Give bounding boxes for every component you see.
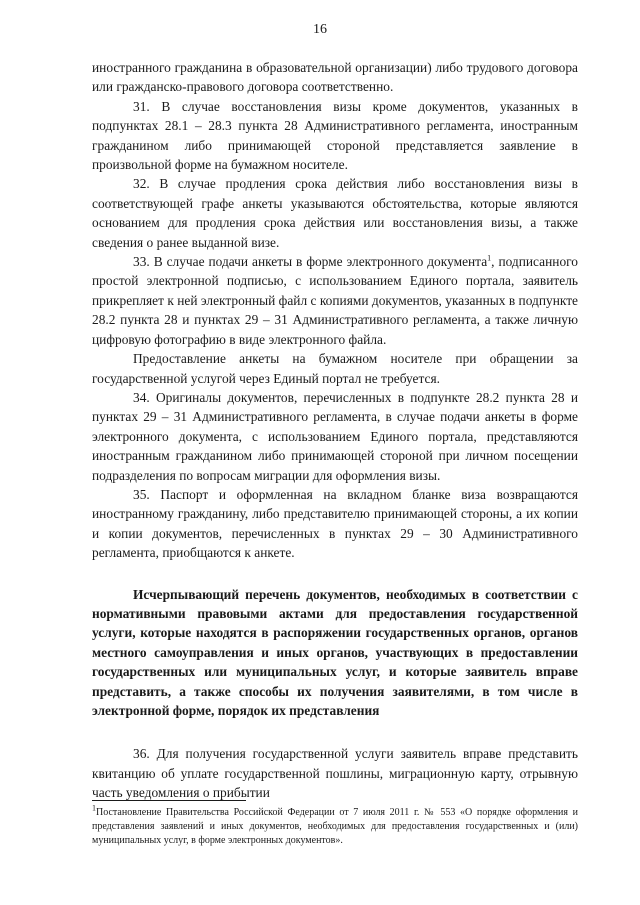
paragraph-33-start: 33. В случае подачи анкеты в форме электронного документа <box>133 254 488 270</box>
section-heading: Исчерпывающий перечень документов, необходимых в соответствии с нормативными правовыми актами для предоставления государственной услуги, которые находятся в распоряжении государственных органов, органов местного самоуправления и иных органов, участвующих в предоставлении государственных или муниципальных услуг, и которые заявитель вправе представить, а также способы их получения заявителями, в том числе в электронной форме, порядок их представления <box>92 586 578 718</box>
paragraph-32: 32. В случае продления срока действия либо восстановления визы в соответствующей графе анкеты указываются обстоятельства, которые являются основанием для продления срока действия или восстановления визы, а также сведения о ранее выданной визе. <box>92 176 578 250</box>
document-body <box>92 58 578 803</box>
paragraph-33-end: , подписанного простой электронной подписью, с использованием Единого портала, заявитель прикрепляет к ней электронный файл с копиями документов, указанных в подпункте 28.2 пункта 28 и пунктах 29 – 31 Административного регламента, а также личную цифровую фотографию в виде электронного файла. <box>92 254 578 347</box>
paragraph-35: 35. Паспорт и оформленная на вкладном бланке виза возвращаются иностранному гражданину, либо представителю принимающей стороны, а их копии и копии документов, перечисленных в пунктах 29 – 30 Административного регламента, приобщаются к анкете. <box>92 486 578 561</box>
paragraph-33-note: Предоставление анкеты на бумажном носителе при обращении за государственной услугой через Единый портал не требуется. <box>92 351 578 386</box>
page-number: 16 <box>313 22 327 37</box>
paragraph-36: 36. Для получения государственной услуги заявитель вправе представить квитанцию об уплате государственной пошлины, миграционную карту, отрывную часть уведомления о прибытии <box>92 746 578 801</box>
footnote-body: Постановление Правительства Российской Федерации от 7 июля 2011 г. № 553 «О порядке оформления и представления заявлений и иных документов, необходимых для предоставления государственных и (или) муниципальных услуг, в форме электронных документов». <box>92 807 578 846</box>
footnote-text <box>92 803 578 847</box>
footnote-reference: 1 <box>487 253 492 263</box>
paragraph-33 <box>92 252 578 349</box>
footnote <box>92 803 578 847</box>
footnote-marker: 1 <box>92 803 96 813</box>
footnote-divider <box>92 800 246 801</box>
paragraph-31: 31. В случае восстановления визы кроме документов, указанных в подпунктах 28.1 – 28.3 пункта 28 Административного регламента, иностранным гражданином либо принимающей стороной представляется заявление в произвольной форме на бумажном носителе. <box>92 98 578 173</box>
paragraph-34: 34. Оригиналы документов, перечисленных в подпункте 28.2 пункта 28 и пунктах 29 – 31 Административного регламента, в случае подачи анкеты в форме электронного документа, с использованием Единого портала, представляются иностранным гражданином либо принимающей стороной при личном посещении подразделения по вопросам миграции для оформления визы. <box>92 389 578 483</box>
paragraph-continuation: иностранного гражданина в образовательной организации) либо трудового договора или гражданско-правового договора соответственно. <box>92 60 578 95</box>
